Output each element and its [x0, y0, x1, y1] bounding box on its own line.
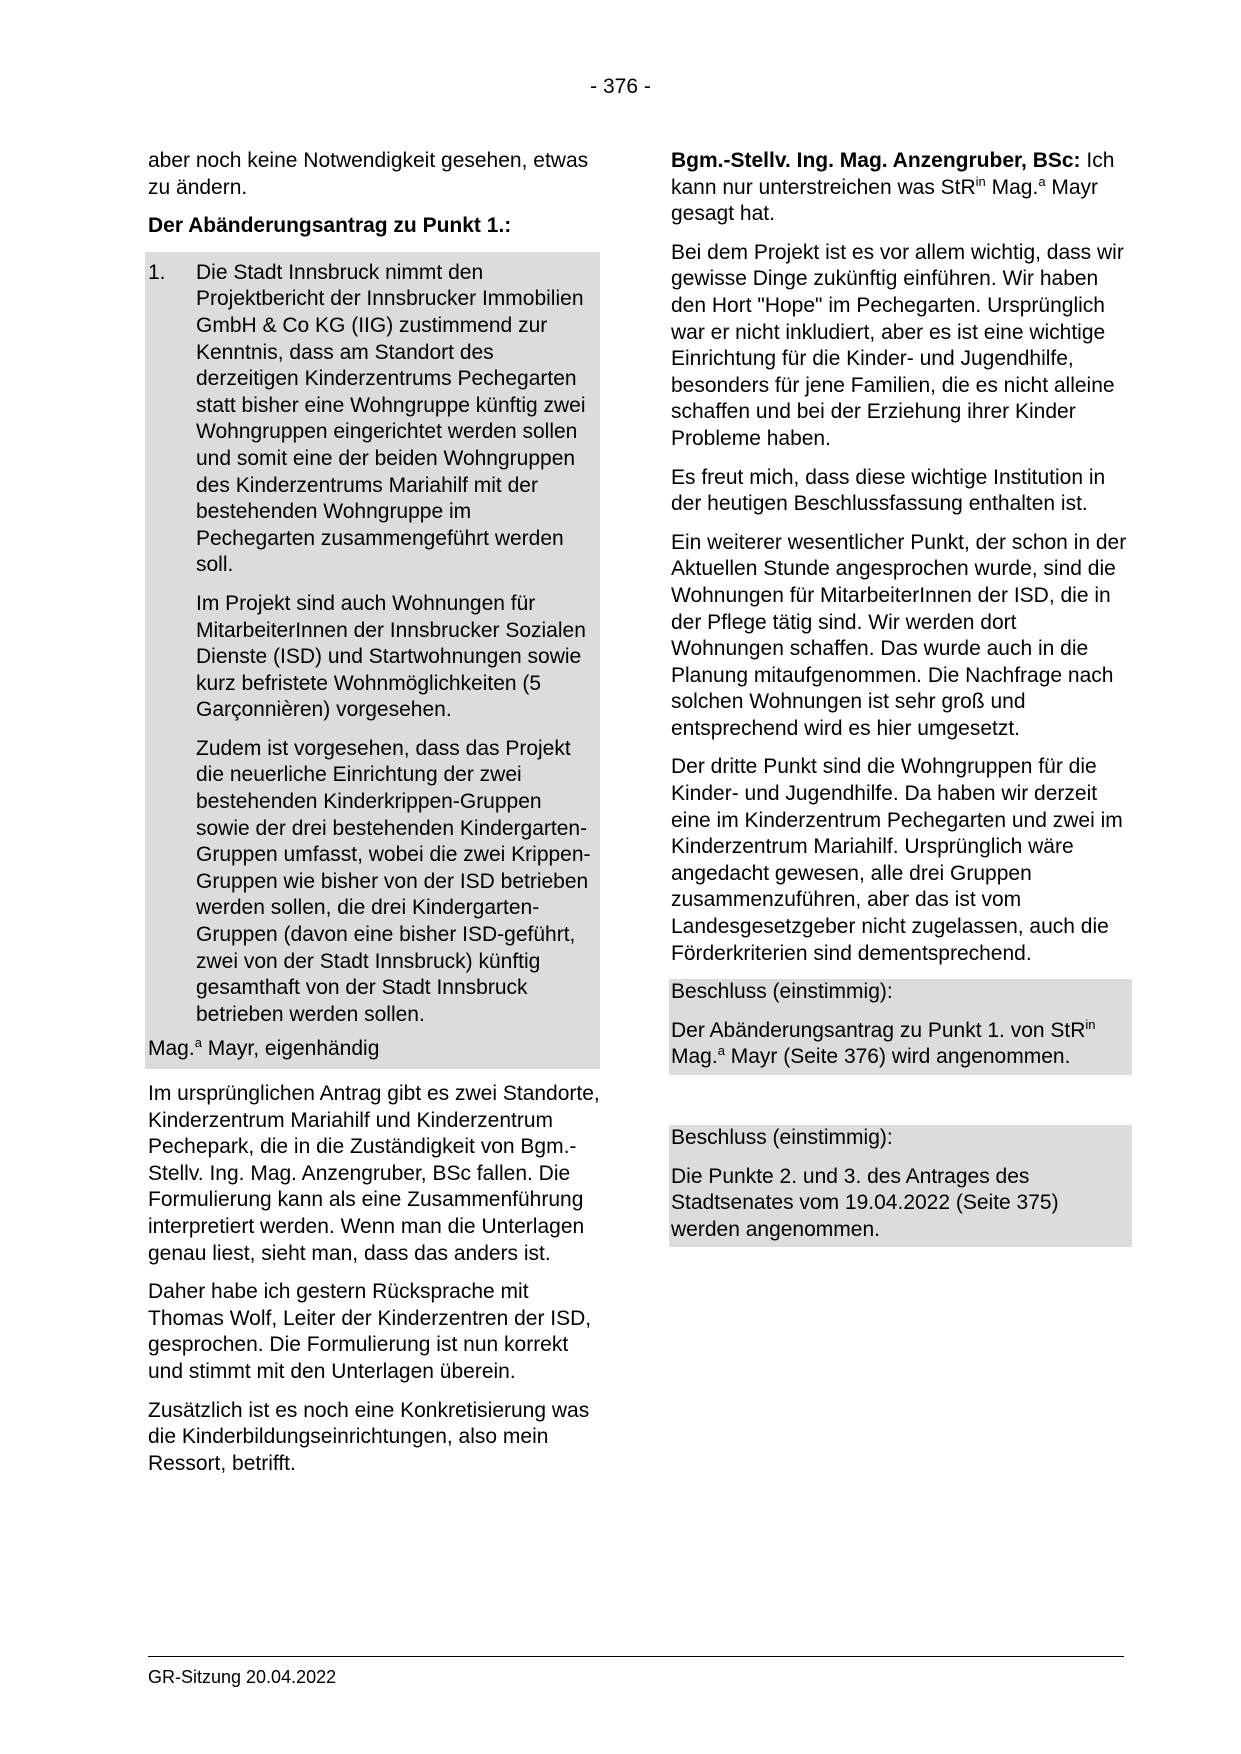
- signature-sup: a: [194, 1035, 202, 1051]
- left-column: [148, 148, 600, 1489]
- motion-paragraph: Die Stadt Innsbruck nimmt den Projektbericht der Innsbrucker Immobilien GmbH & Co KG (IIG) zustimmend zur Kenntnis, dass am Standort des derzeitigen Kinderzentrums Pechegarten statt bisher eine Wohngruppe künftig zwei Wohngruppen eingerichtet werden sollen und somit eine der beiden Wohngruppen des Kinderzentrums Mariahilf mit der bestehenden Wohngruppe im Pechegarten zusammengeführt werden soll.: [196, 260, 586, 577]
- resolution-text: [671, 1018, 1132, 1073]
- intro-paragraph: aber noch keine Notwendigkeit gesehen, etwas zu ändern.: [148, 149, 589, 199]
- signature-rest: Mayr, eigenhändig: [201, 1037, 380, 1061]
- body-paragraph: Zusätzlich ist es noch eine Konkretisierung was die Kinderbildungseinrichtungen, also mein Ressort, betrifft.: [148, 1398, 590, 1475]
- speaker-text: Mayr gesagt hat.: [671, 175, 1099, 226]
- resolution-label: Beschluss (einstimmig):: [671, 980, 893, 1004]
- speaker-paragraph: [671, 148, 1132, 228]
- motion-item-number: 1.: [148, 260, 166, 284]
- motion-paragraph: Zudem ist vorgesehen, dass das Projekt die neuerliche Einrichtung der zwei bestehenden Kinderkrippen-Gruppen sowie der drei bestehenden Kindergarten-Gruppen umfasst, wobei die zwei Krippen-Gruppen wie bisher von der ISD betrieben werden sollen, die drei Kindergarten-Gruppen (davon eine bisher ISD-geführt, zwei von der Stadt Innsbruck) künftig gesamthaft von der Stadt Innsbruck betrieben werden sollen.: [196, 736, 591, 1026]
- body-paragraph: Bei dem Projekt ist es vor allem wichtig, dass wir gewisse Dinge zukünftig einführen. Wir haben den Hort "Hope" im Pechegarten. Ursprünglich war er nicht inkludiert, aber es ist eine wichtige Einrichtung für die Kinder- und Jugendhilfe, besonders für jene Familien, die es nicht alleine schaffen und bei der Erziehung ihrer Kinder Probleme haben.: [671, 240, 1124, 450]
- resolution-box: [669, 979, 1132, 1075]
- resolution-sup: in: [1085, 1016, 1096, 1032]
- footer-divider: [148, 1656, 1124, 1657]
- footer-text: GR-Sitzung 20.04.2022: [148, 1667, 337, 1687]
- speaker-sup: a: [1038, 173, 1046, 189]
- speaker-text: Ich kann nur unterstreichen was StR: [671, 149, 1115, 199]
- speaker-name: Bgm.-Stellv. Ing. Mag. Anzengruber, BSc:: [671, 149, 1081, 172]
- body-paragraph: Es freut mich, dass diese wichtige Institution in der heutigen Beschlussfassung enthalten ist.: [671, 465, 1106, 516]
- resolution-label: Beschluss (einstimmig):: [671, 1126, 893, 1149]
- body-paragraph: Ein weiterer wesentlicher Punkt, der schon in der Aktuellen Stunde angesprochen wurde, sind die Wohnungen für MitarbeiterInnen der ISD, die in der Pflege tätig sind. Wir werden dort Wohnungen schaffen. Das wurde auch in die Planung mitaufgenommen. Die Nachfrage nach solchen Wohnungen ist sehr groß und entsprechend wird es hier umgesetzt.: [671, 530, 1127, 740]
- resolution-text-part: Mayr (Seite 376) wird angenommen.: [724, 1045, 1071, 1069]
- motion-signature: [145, 1036, 596, 1063]
- body-paragraph: Im ursprünglichen Antrag gibt es zwei Standorte, Kinderzentrum Mariahilf und Kinderzentrum Pechepark, die in die Zuständigkeit von Bgm.-Stellv. Ing. Mag. Anzengruber, BSc fallen. Die Formulierung kann als eine Zusammenführung interpretiert werden. Wenn man die Unterlagen genau liest, sieht man, dass das anders ist.: [148, 1082, 600, 1265]
- motion-item-body: [196, 260, 596, 1037]
- resolution-text-part: Mag.: [671, 1045, 718, 1069]
- resolution-text: Die Punkte 2. und 3. des Antrages des Stadtsenates vom 19.04.2022 (Seite 375) werden angenommen.: [671, 1164, 1059, 1241]
- resolution-text-part: Der Abänderungsantrag zu Punkt 1. von StR: [671, 1018, 1086, 1042]
- speaker-text: Mag.: [985, 175, 1039, 199]
- body-paragraph: Daher habe ich gestern Rücksprache mit Thomas Wolf, Leiter der Kinderzentren der ISD, gesprochen. Die Formulierung ist nun korrekt und stimmt mit den Unterlagen überein.: [148, 1280, 592, 1383]
- motion-paragraph: Im Projekt sind auch Wohnungen für MitarbeiterInnen der Innsbrucker Sozialen Dienste (ISD) und Startwohnungen sowie kurz befristete Wohnmöglichkeiten (5 Garçonnièren) vorgesehen.: [196, 591, 586, 722]
- resolution-box: [669, 1125, 1132, 1247]
- resolution-sup: a: [717, 1043, 725, 1059]
- amendment-motion-box: [145, 252, 600, 1069]
- motion-item: [145, 260, 596, 1037]
- speaker-sup: in: [975, 173, 986, 189]
- body-paragraph: Der dritte Punkt sind die Wohngruppen für die Kinder- und Jugendhilfe. Da haben wir derzeit eine im Kinderzentrum Pechegarten und zwei im Kinderzentrum Mariahilf. Ursprünglich wäre angedacht gewesen, alle drei Gruppen zusammenzuführen, aber das ist vom Landesgesetzgeber nicht zugelassen, auch die Förderkriterien sind dementsprechend.: [671, 755, 1123, 965]
- motion-heading: Der Abänderungsantrag zu Punkt 1.:: [148, 214, 512, 238]
- right-column: [671, 148, 1132, 1247]
- page-number: - 376 -: [590, 75, 651, 98]
- signature-prefix: Mag.: [148, 1037, 195, 1061]
